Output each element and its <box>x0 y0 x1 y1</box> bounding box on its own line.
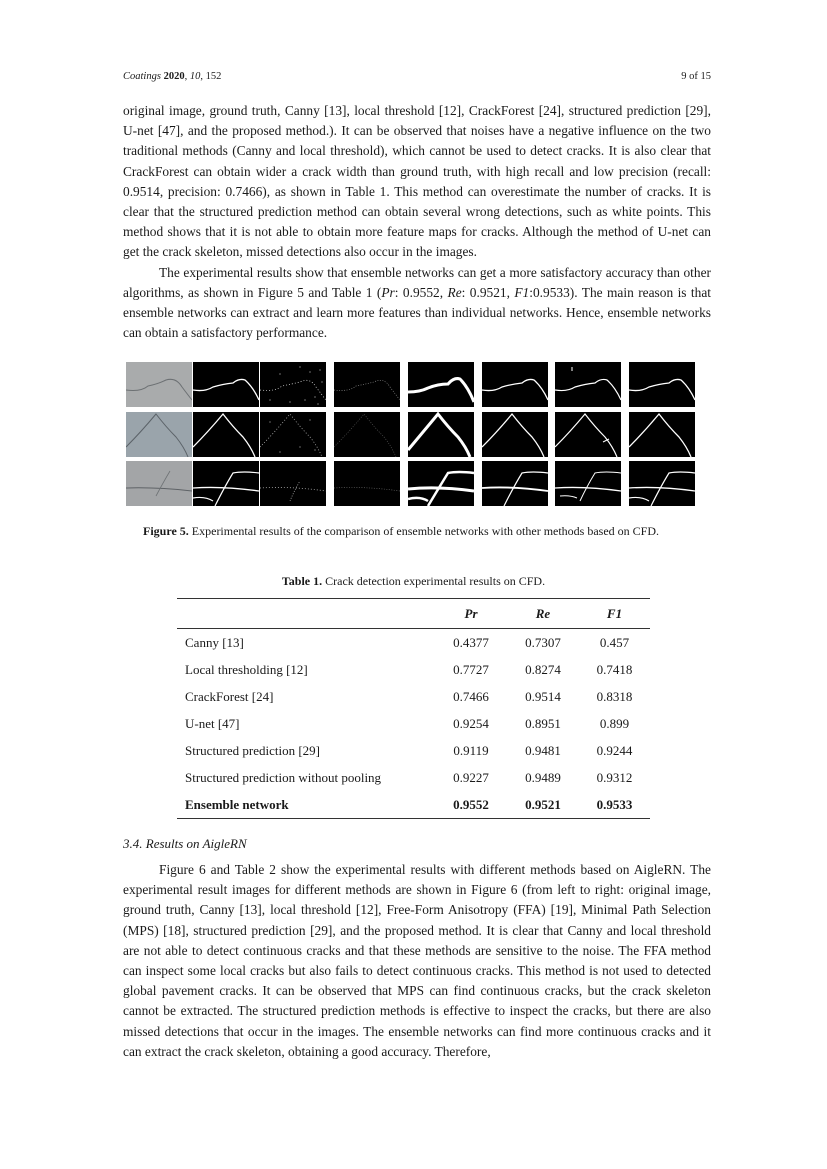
recall-value: 0.9521 <box>507 791 579 819</box>
article-number: 152 <box>205 71 222 82</box>
precision-value: 0.9227 <box>453 769 489 785</box>
figure-5-image-grid <box>126 362 702 507</box>
figure-structured-prediction <box>482 461 548 506</box>
paragraph-2: The experimental results show that ensemble networks can get a more satisfactory accuracy than other algorithms, as shown in Figure 5 and Table 1 (Pr: 0.9552, Re: 0.9521, F1:0.9533). The main reason is that ensemble networks can extract and learn more features than individual networks. Hence, ensemble networks can obtain a satisfactory performance. <box>123 264 711 341</box>
figure-structured-prediction <box>482 412 548 457</box>
f1-value: 0.899 <box>599 715 630 731</box>
table-caption-text: Crack detection experimental results on CFD. <box>322 574 546 588</box>
precision-value: 0.7727 <box>453 661 489 677</box>
f1-value: 0.8318 <box>596 688 633 704</box>
precision-value: 0.9552 <box>435 791 507 819</box>
method-name: Canny [13] <box>185 634 244 650</box>
journal-citation: Coatings 2020, 10, 152 <box>123 71 222 82</box>
figure-canny <box>260 362 326 407</box>
method-name: Ensemble network <box>177 791 435 819</box>
table-row <box>177 737 650 764</box>
header-f1: F1 <box>579 599 650 629</box>
figure-caption-text: Experimental results of the comparison of ensemble networks with other methods based on CFD. <box>188 524 660 538</box>
method-name: Structured prediction [29] <box>185 742 321 758</box>
table-row <box>177 656 650 683</box>
precision-value: 0.4377 <box>453 634 489 650</box>
f1-value: 0.7418 <box>596 661 633 677</box>
header-precision: Pr <box>435 599 507 629</box>
precision-value: 0.7466 <box>453 688 489 704</box>
section-heading: 3.4. Results on AigleRN <box>123 836 247 851</box>
header-recall: Re <box>507 599 579 629</box>
figure-original-image <box>126 461 192 506</box>
figure-crackforest <box>408 461 474 506</box>
page-number: 9 of 15 <box>681 71 711 82</box>
f1-value: 0.9312 <box>596 769 633 785</box>
recall-value: 0.8951 <box>525 715 561 731</box>
recall-value: 0.8274 <box>525 661 561 677</box>
figure-original-image <box>126 412 192 457</box>
figure-local-threshold <box>334 362 400 407</box>
journal-year: 2020 <box>163 71 185 82</box>
results-table <box>177 598 650 819</box>
table-caption <box>0 574 827 589</box>
figure-ground-truth <box>193 412 259 457</box>
text-block-top <box>123 101 711 343</box>
figure-caption <box>143 522 688 541</box>
paragraph-3: Figure 6 and Table 2 show the experimental results with different methods based on AigleRN. The experimental result images for different methods are shown in Figure 6 (from left to right: original image, ground truth, Canny [13], local threshold [12], Free-Form Anisotropy (FFA) [19], Minimal Path Selection (MPS) [18], structured prediction [29], and the proposed method. It is clear that Canny and local threshold are not able to detect continuous cracks and that these methods are sensitive to the noise. The FFA method can inspect some local cracks but also fails to detect continuous cracks. This method is not used to detected global pavement cracks. It can be observed that MPS can find continuous cracks, but the crack skeleton cannot be extracted. The structured prediction methods is effective to inspect the cracks, but there are also missed detections that occur in the images. The ensemble networks can find more continuous cracks and it can extract the crack skeleton, obtaining a good accuracy. Therefore, <box>123 862 711 1059</box>
figure-crackforest <box>408 362 474 407</box>
table-row <box>177 683 650 710</box>
running-header <box>123 71 711 82</box>
table-label: Table 1. <box>281 574 323 588</box>
method-name: CrackForest [24] <box>185 688 274 704</box>
figure-proposed-method <box>629 461 695 506</box>
figure-original-image <box>126 362 192 407</box>
figure-ground-truth <box>193 362 259 407</box>
figure-structured-prediction <box>482 362 548 407</box>
method-name: Local thresholding [12] <box>185 661 308 677</box>
figure-unet <box>555 412 621 457</box>
table-row-highlight <box>177 791 650 819</box>
recall-value: 0.9489 <box>525 769 561 785</box>
table-header-row <box>177 599 650 629</box>
table-row <box>177 764 650 791</box>
figure-unet <box>555 461 621 506</box>
f1-value: 0.457 <box>599 634 630 650</box>
table-row <box>177 710 650 737</box>
text-block-bottom <box>123 860 711 1062</box>
figure-local-threshold <box>334 412 400 457</box>
method-name: U-net [47] <box>185 715 240 731</box>
header-method <box>177 599 435 629</box>
figure-crackforest <box>408 412 474 457</box>
recall-value: 0.9514 <box>525 688 561 704</box>
figure-canny <box>260 461 326 506</box>
figure-canny <box>260 412 326 457</box>
f1-value: 0.9533 <box>579 791 650 819</box>
figure-ground-truth <box>193 461 259 506</box>
journal-name: Coatings <box>123 71 161 82</box>
figure-proposed-method <box>629 362 695 407</box>
precision-value: 0.9119 <box>453 742 489 758</box>
figure-unet <box>555 362 621 407</box>
recall-value: 0.9481 <box>525 742 561 758</box>
f1-value: 0.9244 <box>596 742 633 758</box>
table-row <box>177 629 650 657</box>
precision-value: 0.9254 <box>453 715 489 731</box>
recall-value: 0.7307 <box>525 634 561 650</box>
figure-label: Figure 5. <box>143 524 189 538</box>
paragraph-1: original image, ground truth, Canny [13], local threshold [12], CrackForest [24], structured prediction [29], U-net [47], and the proposed method.). It can be observed that noises have a negative influence on the two traditional methods (Canny and local threshold), which cannot be used to detect cracks. It is also clear that CrackForest can obtain wider a crack width than ground truth, with high recall and low precision (recall: 0.9514, precision: 0.7466), as shown in Table 1. This method can overestimate the number of cracks. It is clear that the structured prediction method can obtain several wrong detections, such as white points. This method shows that it is not able to obtain more feature maps for cracks. Although the method of U-net can get the crack skeleton, missed detections also occur in the images. <box>123 103 711 260</box>
figure-local-threshold <box>334 461 400 506</box>
journal-volume: 10 <box>189 71 201 82</box>
method-name: Structured prediction without pooling <box>185 769 382 785</box>
figure-proposed-method <box>629 412 695 457</box>
